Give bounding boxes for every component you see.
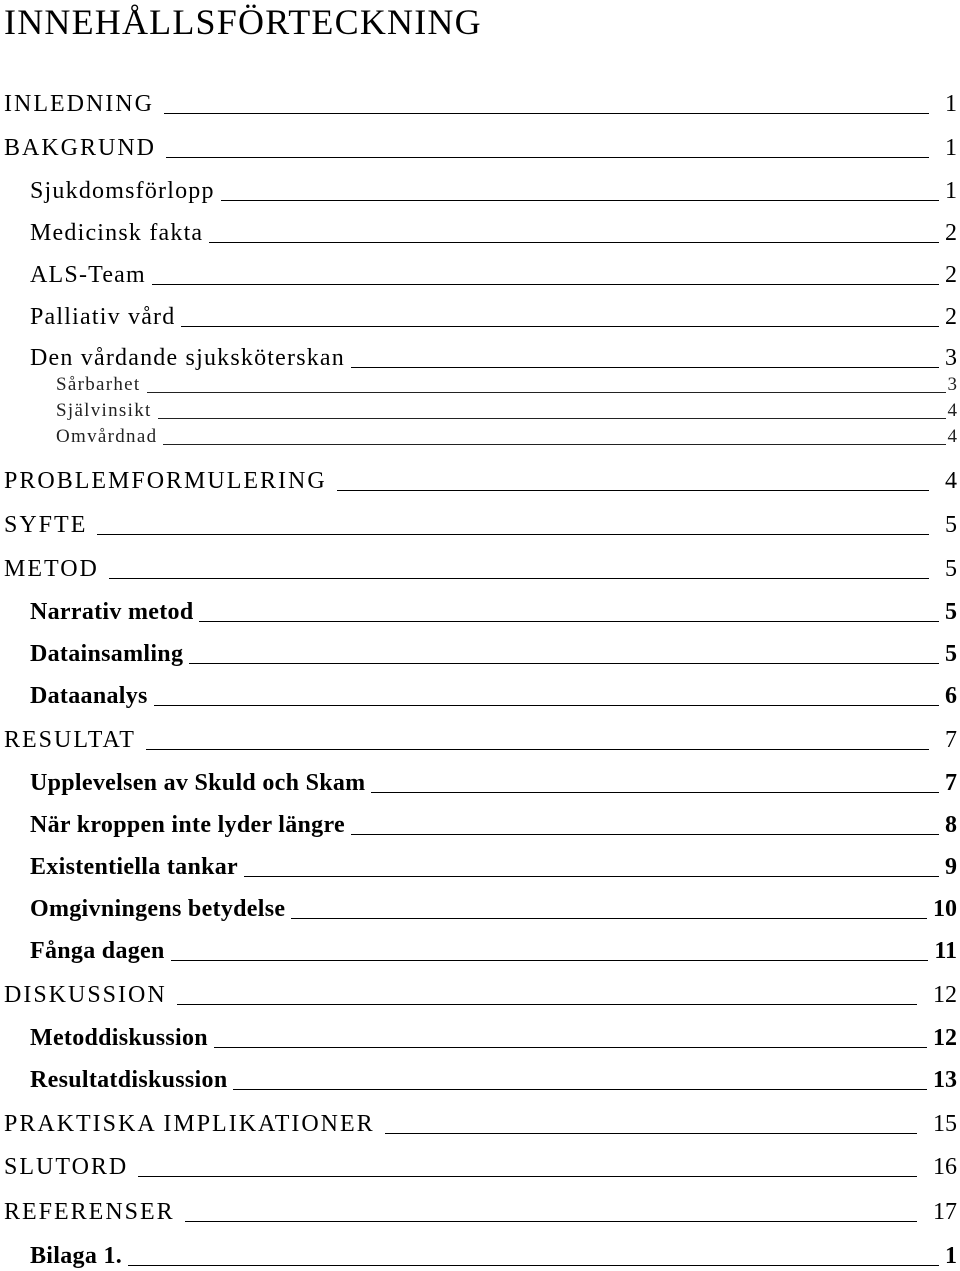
toc-page-number: 3: [947, 374, 957, 395]
toc-entry-existentiella-tankar: [30, 855, 957, 879]
toc-entry-sarbarhet: [56, 375, 957, 395]
toc-page-number: 5: [945, 599, 957, 625]
toc-leader-line: [97, 513, 929, 535]
toc-entry-title: PROBLEMFORMULERING: [4, 468, 327, 494]
toc-entry-syfte: [4, 513, 957, 537]
toc-entry-title: REFERENSER: [4, 1199, 175, 1225]
toc-leader-line: [152, 263, 939, 285]
toc-entry-nar-kroppen-inte-lyder-langre: [30, 813, 957, 837]
toc-entry-title: Palliativ vård: [30, 304, 176, 330]
toc-page-number: 13: [933, 1067, 957, 1093]
toc-page-number: 17: [933, 1199, 957, 1225]
toc-entry-title: Medicinsk fakta: [30, 220, 204, 246]
toc-entry-title: Upplevelsen av Skuld och Skam: [30, 770, 366, 796]
toc-entry-den-vardande-sjukskoterskan: [30, 346, 957, 370]
toc-entry-title: Omgivningens betydelse: [30, 896, 286, 922]
toc-entry-title: INLEDNING: [4, 91, 154, 117]
toc-page-number: 15: [933, 1111, 957, 1137]
toc-leader-line: [221, 179, 939, 201]
toc-entry-inledning: [4, 92, 957, 116]
toc-entry-title: Självinsikt: [56, 400, 152, 421]
toc-entry-sjukdomsforlopp: [30, 179, 957, 203]
toc-entry-referenser: [4, 1200, 957, 1224]
toc-page-number: 9: [945, 854, 957, 880]
toc-entry-palliativ-vard: [30, 305, 957, 329]
toc-entry-title: Resultatdiskussion: [30, 1067, 228, 1093]
toc-leader-line: [209, 221, 939, 243]
toc-entry-sjalvinsikt: [56, 401, 957, 421]
toc-leader-line: [138, 1155, 917, 1177]
toc-entry-title: ALS-Team: [30, 262, 146, 288]
toc-entry-title: SYFTE: [4, 512, 88, 538]
toc-entry-fanga-dagen: [30, 939, 957, 963]
toc-entry-upplevelsen-av-skuld-och-skam: [30, 771, 957, 795]
toc-entry-datainsamling: [30, 642, 957, 666]
toc-leader-line: [351, 346, 939, 368]
toc-page-number: 6: [945, 683, 957, 709]
toc-entry-problemformulering: [4, 469, 957, 493]
toc-entry-bilaga-1: [30, 1244, 957, 1268]
toc-page-number: 12: [933, 1025, 957, 1051]
toc-page-number: 2: [945, 304, 957, 330]
toc-page-number: 7: [945, 727, 957, 753]
toc-page-number: 2: [945, 220, 957, 246]
toc-entry-title: Omvårdnad: [56, 426, 158, 447]
toc-leader-line: [166, 136, 929, 158]
toc-page-number: 3: [945, 345, 957, 371]
toc-page-number: 5: [945, 512, 957, 538]
toc-leader-line: [371, 771, 939, 793]
toc-entry-title: Metoddiskussion: [30, 1025, 208, 1051]
toc-entry-title: Sjukdomsförlopp: [30, 178, 215, 204]
toc-leader-line: [146, 728, 929, 750]
toc-entry-resultatdiskussion: [30, 1068, 957, 1092]
toc-leader-line: [158, 401, 946, 419]
toc-leader-line: [385, 1112, 917, 1134]
toc-leader-line: [337, 469, 929, 491]
toc-entry-title: METOD: [4, 556, 99, 582]
toc-page-number: 5: [945, 641, 957, 667]
toc-page-number: 11: [934, 938, 957, 964]
toc-page-number: 1: [945, 178, 957, 204]
toc-entry-diskussion: [4, 983, 957, 1007]
toc-page-number: 8: [945, 812, 957, 838]
toc-heading: INNEHÅLLSFÖRTECKNING: [4, 2, 482, 42]
toc-entry-title: Datainsamling: [30, 641, 184, 667]
toc-page-number: 10: [933, 896, 957, 922]
toc-entry-narrativ-metod: [30, 600, 957, 624]
toc-leader-line: [109, 557, 929, 579]
toc-entry-metoddiskussion: [30, 1026, 957, 1050]
toc-leader-line: [177, 983, 917, 1005]
toc-entry-resultat: [4, 728, 957, 752]
toc-page-number: 1: [945, 91, 957, 117]
toc-entry-title: RESULTAT: [4, 727, 136, 753]
toc-leader-line: [163, 427, 945, 445]
toc-leader-line: [181, 305, 939, 327]
toc-page-number: 4: [947, 400, 957, 421]
toc-entry-slutord: [4, 1155, 957, 1179]
toc-entry-title: Sårbarhet: [56, 374, 141, 395]
toc-page-number: 4: [947, 426, 957, 447]
toc-entry-title: SLUTORD: [4, 1154, 129, 1180]
toc-entry-title: PRAKTISKA IMPLIKATIONER: [4, 1111, 375, 1137]
toc-page-number: 1: [945, 1243, 957, 1269]
toc-leader-line: [214, 1026, 927, 1048]
toc-entry-title: Fånga dagen: [30, 938, 165, 964]
toc-leader-line: [164, 92, 929, 114]
toc-entry-title: Existentiella tankar: [30, 854, 238, 880]
toc-entry-title: BAKGRUND: [4, 135, 157, 161]
toc-entry-title: Narrativ metod: [30, 599, 194, 625]
toc-page-number: 16: [933, 1154, 957, 1180]
toc-leader-line: [244, 855, 939, 877]
toc-leader-line: [185, 1200, 917, 1222]
toc-entry-title: Bilaga 1.: [30, 1243, 123, 1269]
toc-page-number: 1: [945, 135, 957, 161]
toc-entry-praktiska-implikationer: [4, 1112, 957, 1136]
toc-entry-title: När kroppen inte lyder längre: [30, 812, 345, 838]
toc-leader-line: [189, 642, 939, 664]
toc-entry-title: DISKUSSION: [4, 982, 167, 1008]
toc-entry-title: Dataanalys: [30, 683, 148, 709]
toc-leader-line: [199, 600, 939, 622]
toc-entry-medicinsk-fakta: [30, 221, 957, 245]
toc-leader-line: [128, 1244, 939, 1266]
toc-page-number: 4: [945, 468, 957, 494]
toc-page-number: 2: [945, 262, 957, 288]
toc-page-number: 12: [933, 982, 957, 1008]
toc-page-number: 7: [945, 770, 957, 796]
toc-leader-line: [351, 813, 939, 835]
toc-entry-bakgrund: [4, 136, 957, 160]
toc-entry-dataanalys: [30, 684, 957, 708]
toc-page-number: 5: [945, 556, 957, 582]
toc-entry-als-team: [30, 263, 957, 287]
toc-leader-line: [291, 897, 927, 919]
toc-entry-omgivningens-betydelse: [30, 897, 957, 921]
toc-entry-omvardnad: [56, 427, 957, 447]
toc-leader-line: [171, 939, 929, 961]
toc-entry-metod: [4, 557, 957, 581]
toc-leader-line: [147, 375, 946, 393]
toc-entry-title: Den vårdande sjuksköterskan: [30, 345, 345, 371]
toc-leader-line: [154, 684, 939, 706]
toc-leader-line: [233, 1068, 927, 1090]
